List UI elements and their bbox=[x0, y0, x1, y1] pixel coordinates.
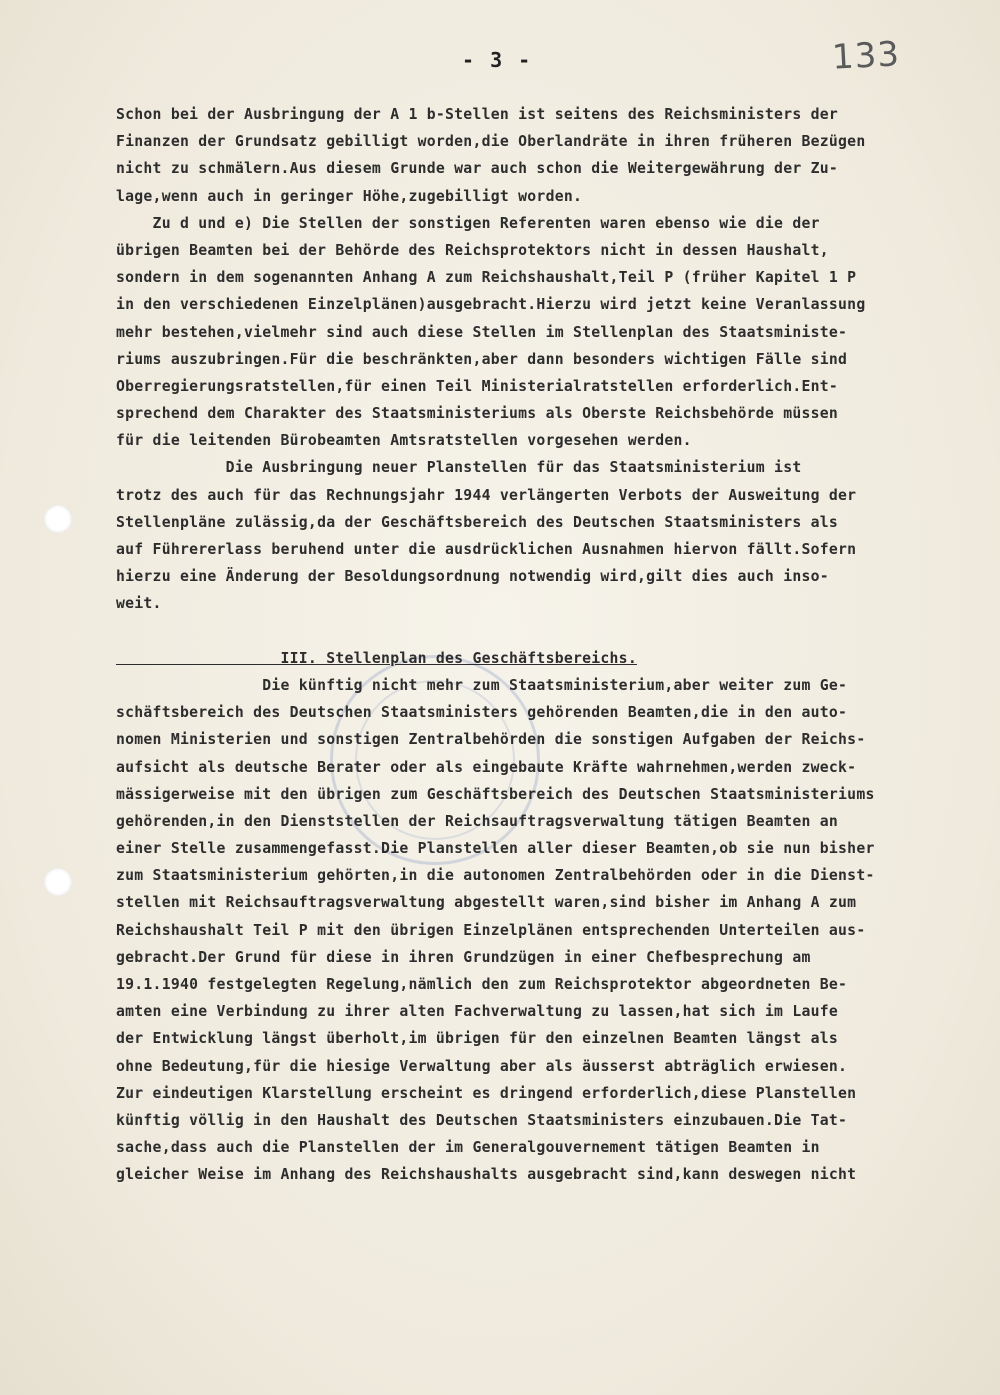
text-line: 19.1.1940 festgelegten Regelung,nämlich den zum Reichsprotektor abgeordneten Be- bbox=[116, 976, 848, 993]
text-line: der Entwicklung längst überholt,im übrigen für den einzelnen Beamten längst als bbox=[116, 1030, 839, 1048]
text-line: ohne Bedeutung,für die hiesige Verwaltung aber als äusserst abträglich erwiesen. bbox=[116, 1057, 848, 1075]
text-line: übrigen Beamten bei der Behörde des Reichsprotektors nicht in dessen Haushalt, bbox=[116, 241, 829, 259]
text-line: für die leitenden Bürobeamten Amtsratstellen vorgesehen werden. bbox=[116, 432, 692, 450]
text-line: nomen Ministerien und sonstigen Zentralbehörden die sonstigen Aufgaben der Reichs- bbox=[116, 731, 866, 749]
text-line: nicht zu schmälern.Aus diesem Grunde war auch schon die Weitergewährung der Zu- bbox=[116, 160, 839, 178]
text-line: gebracht.Der Grund für diese in ihren Grundzügen in einer Chefbesprechung am bbox=[116, 948, 811, 966]
text-line: gleicher Weise im Anhang des Reichshaushalts ausgebracht sind,kann deswegen nicht bbox=[116, 1166, 857, 1184]
text-line: auf Führererlass beruhend unter die ausdrücklichen Ausnahmen hiervon fällt.Sofern bbox=[116, 541, 857, 558]
text-line: trotz des auch für das Rechnungsjahr 1944 verlängerten Verbots der Ausweitung der bbox=[116, 486, 857, 504]
text-line: aufsicht als deutsche Berater oder als eingebaute Kräfte wahrnehmen,werden zweck- bbox=[116, 758, 857, 776]
punch-hole bbox=[44, 505, 72, 533]
text-line: Schon bei der Ausbringung der A 1 b-Stellen ist seitens des Reichsministers der bbox=[116, 106, 839, 123]
text-line: Reichshaushalt Teil P mit den übrigen Einzelplänen entsprechenden Unterteilen aus- bbox=[116, 921, 866, 939]
text-line: Die Ausbringung neuer Planstellen für das Staatsministerium ist bbox=[116, 459, 802, 477]
text-line: riums auszubringen.Für die beschränkten,aber dann besonders wichtigen Fälle sind bbox=[116, 350, 848, 368]
punch-hole bbox=[44, 868, 72, 896]
body-text bbox=[116, 101, 976, 1189]
text-line: in den verschiedenen Einzelplänen)ausgebracht.Hierzu wird jetzt keine Veranlassung bbox=[116, 296, 866, 314]
text-line: Die künftig nicht mehr zum Staatsministerium,aber weiter zum Ge- bbox=[116, 676, 848, 694]
page-number: - 3 - bbox=[462, 48, 533, 72]
text-line: Stellenpläne zulässig,da der Geschäftsbereich des Deutschen Staatsministers als bbox=[116, 513, 839, 531]
text-line: schäftsbereich des Deutschen Staatsministers gehörenden Beamten,die in den auto- bbox=[116, 704, 848, 722]
text-line: mehr bestehen,vielmehr sind auch diese Stellen im Stellenplan des Staatsministe- bbox=[116, 323, 848, 341]
blank-line bbox=[116, 618, 976, 645]
text-line: mässigerweise mit den übrigen zum Geschäftsbereich des Deutschen Staatsministeriums bbox=[116, 785, 875, 803]
text-line: sache,dass auch die Planstellen der im Generalgouvernement tätigen Beamten in bbox=[116, 1139, 820, 1157]
text-line: Oberregierungsratstellen,für einen Teil Ministerialratstellen erforderlich.Ent- bbox=[116, 377, 839, 395]
text-line: gehörenden,in den Dienststellen der Reichsauftragsverwaltung tätigen Beamten an bbox=[116, 812, 839, 830]
text-line: Finanzen der Grundsatz gebilligt worden,die Oberlandräte in ihren früheren Bezügen bbox=[116, 133, 866, 151]
text-line: weit. bbox=[116, 595, 162, 613]
archive-number: 133 bbox=[830, 34, 901, 78]
text-line: einer Stelle zusammengefasst.Die Planstellen aller dieser Beamten,ob sie nun bisher bbox=[116, 840, 875, 858]
text-line: sondern in dem sogenannten Anhang A zum Reichshaushalt,Teil P (früher Kapitel 1 P bbox=[116, 269, 857, 287]
section-heading: III. Stellenplan des Geschäftsbereichs. bbox=[116, 649, 637, 667]
text-line: Zur eindeutigen Klarstellung erscheint es dringend erforderlich,diese Planstellen bbox=[116, 1084, 857, 1102]
text-line: lage,wenn auch in geringer Höhe,zugebilligt worden. bbox=[116, 187, 583, 205]
text-line: hierzu eine Änderung der Besoldungsordnung notwendig wird,gilt dies auch inso- bbox=[116, 568, 829, 586]
text-line: amten eine Verbindung zu ihrer alten Fachverwaltung zu lassen,hat sich im Laufe bbox=[116, 1003, 839, 1021]
text-line: sprechend dem Charakter des Staatsministeriums als Oberste Reichsbehörde müssen bbox=[116, 405, 839, 423]
text-line: stellen mit Reichsauftragsverwaltung abgestellt waren,sind bisher im Anhang A zum bbox=[116, 894, 857, 912]
text-line: zum Staatsministerium gehörten,in die autonomen Zentralbehörden oder in die Dienst- bbox=[116, 867, 875, 885]
text-line: Zu d und e) Die Stellen der sonstigen Referenten waren ebenso wie die der bbox=[116, 214, 820, 232]
text-line: künftig völlig in den Haushalt des Deutschen Staatsministers einzubauen.Die Tat- bbox=[116, 1111, 848, 1129]
